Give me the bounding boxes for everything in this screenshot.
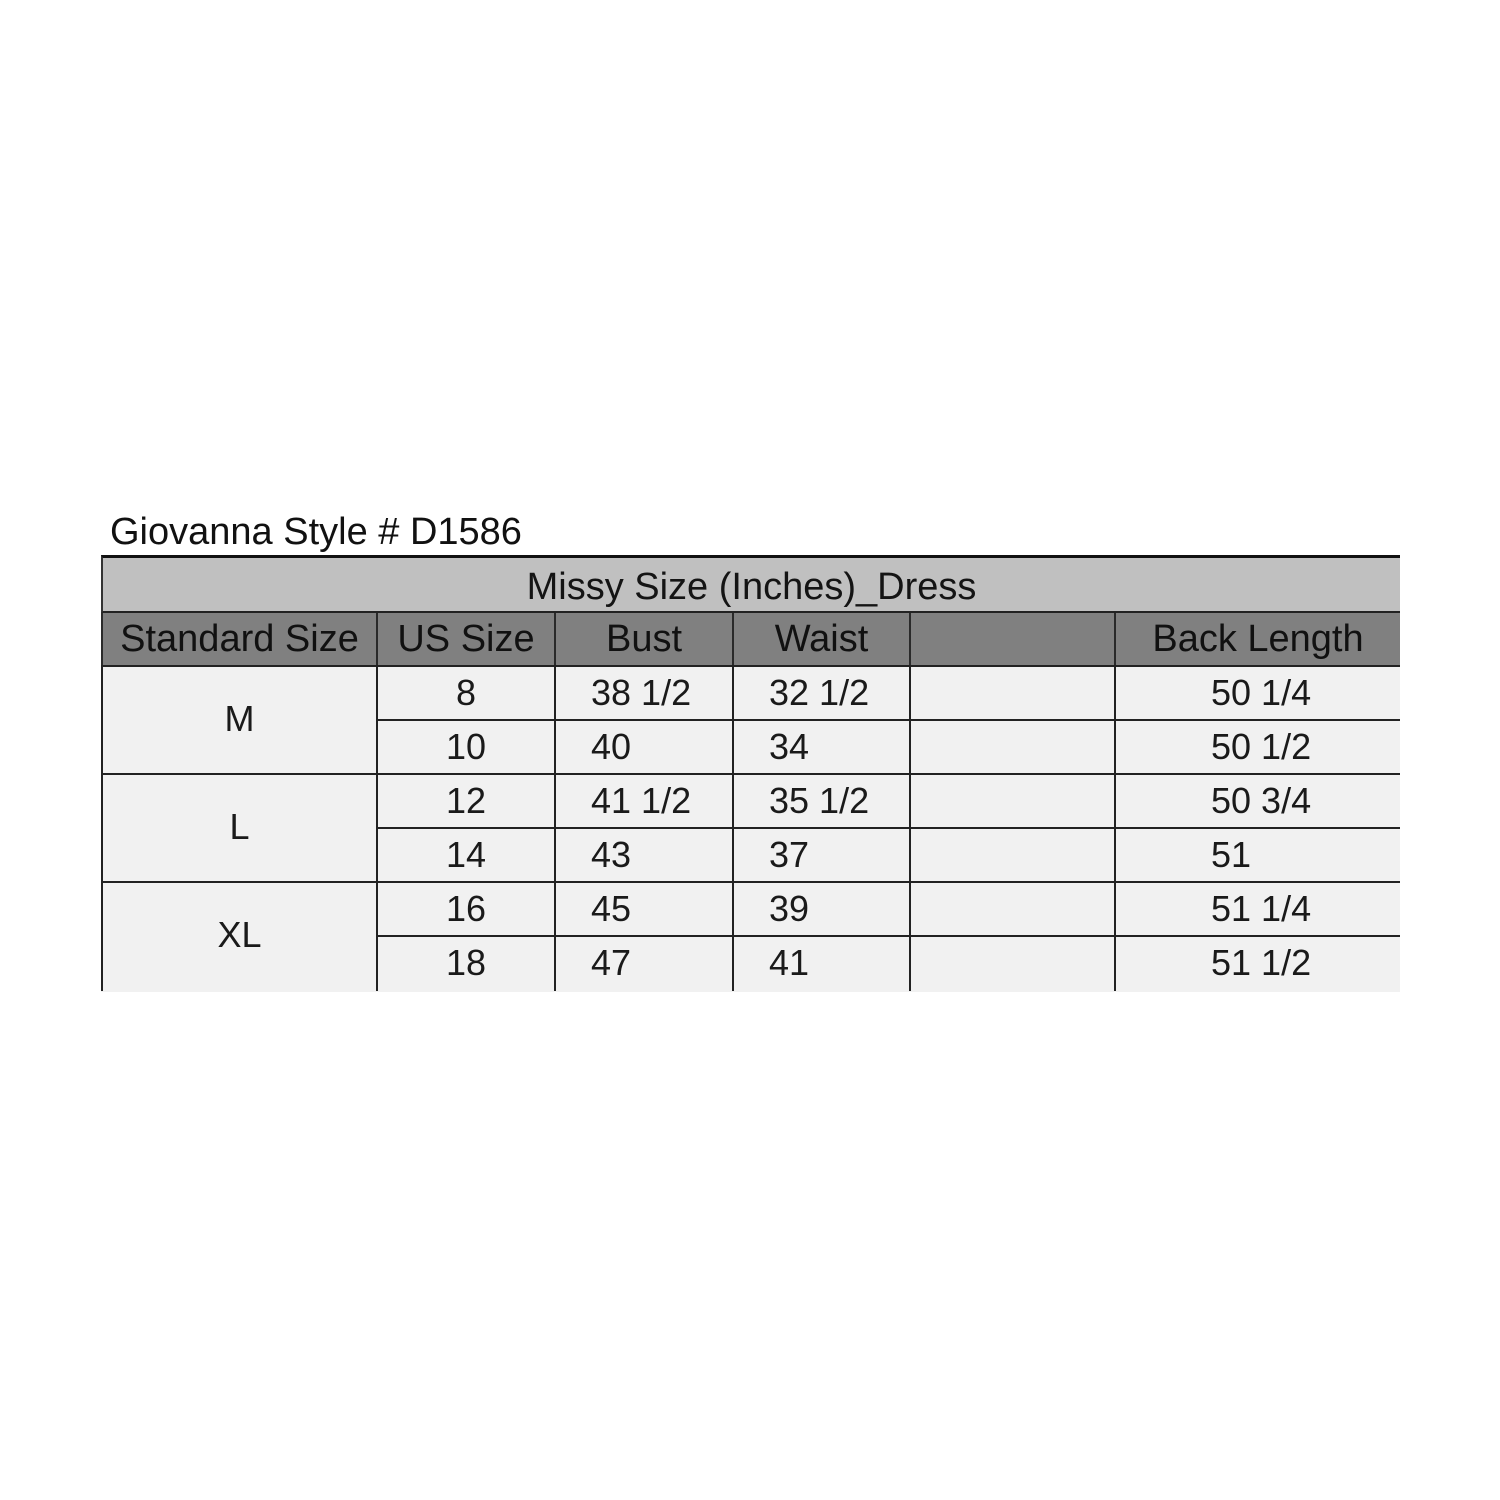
size-chart-table (101, 555, 1400, 992)
blank-cell (909, 721, 1114, 775)
bust-cell: 40 (554, 721, 732, 775)
waist-cell: 37 (732, 829, 909, 883)
standard-size-cell: M (101, 667, 376, 775)
table-band-header (101, 555, 1400, 613)
us-size-cell: 18 (376, 937, 554, 991)
bust-cell: 41 1/2 (554, 775, 732, 829)
bust-cell: 38 1/2 (554, 667, 732, 721)
table-body (101, 667, 1400, 992)
header-standard-size: Standard Size (101, 613, 376, 665)
waist-cell: 41 (732, 937, 909, 991)
blank-cell (909, 829, 1114, 883)
header-blank (909, 613, 1114, 665)
bust-cell: 45 (554, 883, 732, 937)
header-back-length: Back Length (1114, 613, 1400, 665)
band-label: Missy Size (Inches)_Dress (526, 566, 977, 608)
waist-cell: 34 (732, 721, 909, 775)
back-length-cell: 50 3/4 (1114, 775, 1400, 829)
standard-size-cell: L (101, 775, 376, 883)
us-size-cell: 10 (376, 721, 554, 775)
back-length-cell: 50 1/4 (1114, 667, 1400, 721)
style-title: Giovanna Style # D1586 (110, 511, 522, 553)
column-header-row (101, 613, 1400, 667)
waist-cell: 39 (732, 883, 909, 937)
back-length-cell: 51 1/4 (1114, 883, 1400, 937)
back-length-cell: 51 (1114, 829, 1400, 883)
header-bust: Bust (554, 613, 732, 665)
blank-cell (909, 937, 1114, 991)
us-size-cell: 16 (376, 883, 554, 937)
header-us-size: US Size (376, 613, 554, 665)
back-length-cell: 51 1/2 (1114, 937, 1400, 991)
us-size-cell: 8 (376, 667, 554, 721)
bust-cell: 43 (554, 829, 732, 883)
waist-cell: 32 1/2 (732, 667, 909, 721)
us-size-cell: 12 (376, 775, 554, 829)
waist-cell: 35 1/2 (732, 775, 909, 829)
blank-cell (909, 667, 1114, 721)
us-size-cell: 14 (376, 829, 554, 883)
standard-size-cell: XL (101, 883, 376, 991)
back-length-cell: 50 1/2 (1114, 721, 1400, 775)
blank-cell (909, 775, 1114, 829)
bust-cell: 47 (554, 937, 732, 991)
header-waist: Waist (732, 613, 909, 665)
blank-cell (909, 883, 1114, 937)
